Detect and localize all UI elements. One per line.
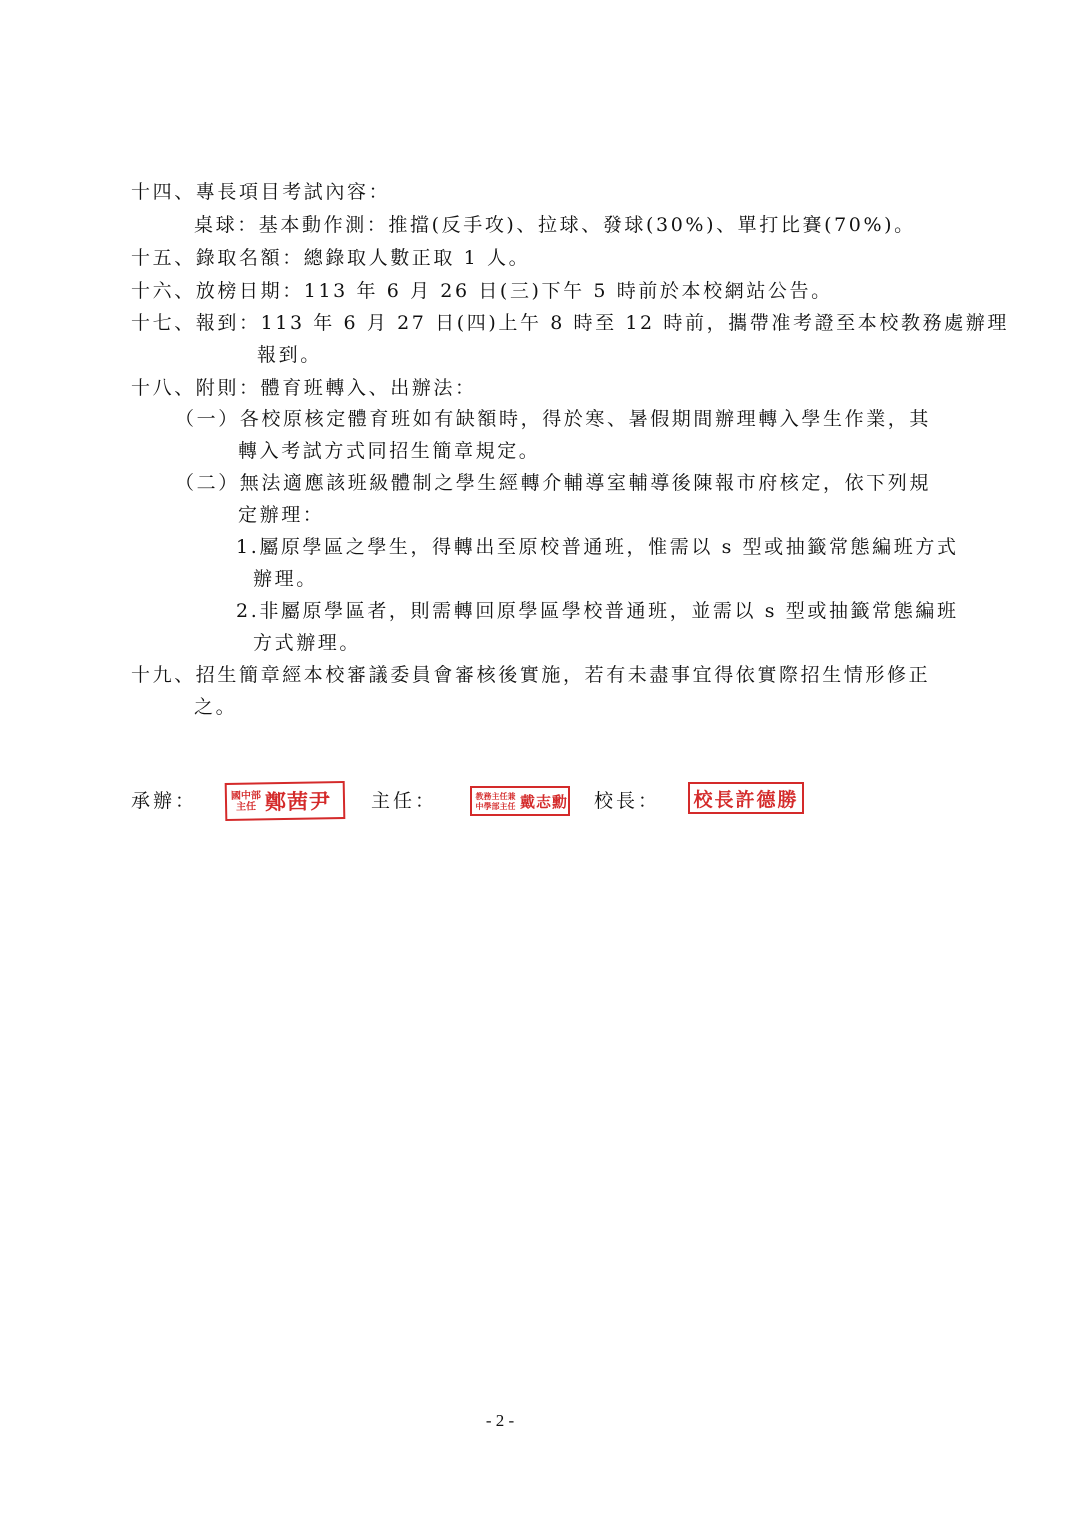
section-18-item-1: （一）各校原核定體育班如有缺額時，得於寒、暑假期間辦理轉入學生作業，其 [175, 408, 932, 430]
handler-label: 承辦： [131, 790, 198, 812]
section-18-item-2-sub-1-continued: 辦理。 [253, 568, 318, 590]
section-16: 十六、放榜日期：113 年 6 月 26 日(三)下午 5 時前於本校網站公告。 [131, 280, 833, 302]
director-label: 主任： [371, 790, 438, 812]
principal-label: 校長： [594, 790, 661, 812]
section-14-heading: 十四、專長項目考試內容： [131, 181, 391, 203]
section-18-item-2-continued: 定辦理： [238, 504, 325, 526]
page-number: - 2 - [485, 1411, 515, 1430]
section-17: 十七、報到：113 年 6 月 27 日(四)上午 8 時至 12 時前，攜帶准考證至本校教務處辦理 [131, 312, 1009, 334]
section-18-item-1-continued: 轉入考試方式同招生簡章規定。 [238, 440, 541, 462]
director-seal-title: 教務主任兼中學部主任 [475, 791, 516, 811]
section-19: 十九、招生簡章經本校審議委員會審核後實施，若有未盡事宜得依實際招生情形修正 [131, 664, 931, 686]
principal-seal-text: 校長許德勝 [693, 788, 799, 811]
section-18-item-2-sub-1: 1.屬原學區之學生，得轉出至原校普通班，惟需以 s 型或抽籤常態編班方式 [236, 536, 959, 558]
director-seal-stamp [470, 786, 570, 816]
section-14-content: 桌球：基本動作測：推擋(反手攻)、拉球、發球(30%)、單打比賽(70%)。 [194, 214, 916, 236]
signature-row [0, 782, 1075, 822]
section-15: 十五、錄取名額：總錄取人數正取 1 人。 [131, 247, 531, 269]
section-19-continued: 之。 [194, 696, 238, 718]
section-18-heading: 十八、附則：體育班轉入、出辦法： [131, 377, 477, 399]
section-17-continued: 報到。 [257, 344, 322, 366]
section-18-item-2: （二）無法適應該班級體制之學生經轉介輔導室輔導後陳報市府核定，依下列規 [175, 472, 932, 494]
director-seal-name: 戴志勳 [519, 792, 568, 811]
section-18-item-2-sub-2: 2.非屬原學區者，則需轉回原學區學校普通班，並需以 s 型或抽籤常態編班 [236, 600, 959, 622]
handler-seal-name: 鄭茜尹 [264, 788, 332, 815]
section-18-item-2-sub-2-continued: 方式辦理。 [253, 632, 362, 654]
handler-seal-title: 國中部主任 [230, 790, 262, 813]
handler-seal-stamp [225, 781, 346, 821]
principal-seal-stamp [688, 782, 804, 814]
